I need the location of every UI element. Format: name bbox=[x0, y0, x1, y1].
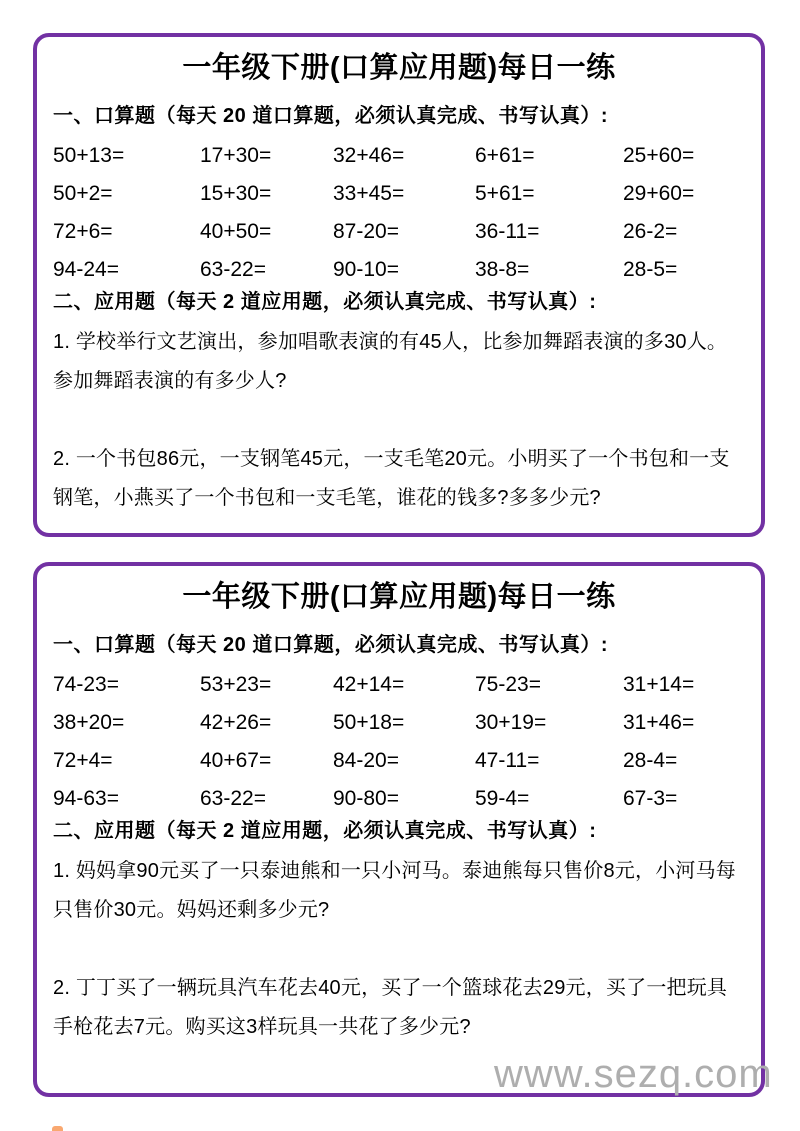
math-problem: 38+20= bbox=[53, 711, 125, 734]
math-problem: 72+4= bbox=[53, 749, 113, 772]
math-problem: 31+46= bbox=[623, 711, 695, 734]
math-problem: 59-4= bbox=[475, 787, 530, 810]
worksheet-title: 一年级下册(口算应用题)每日一练 bbox=[182, 52, 616, 84]
math-problem: 94-63= bbox=[53, 787, 119, 810]
oral-problems-heading: 一、口算题（每天 20 道口算题，必须认真完成、书写认真）: bbox=[53, 105, 609, 127]
math-problem: 90-10= bbox=[333, 258, 399, 281]
worksheet-title: 一年级下册(口算应用题)每日一练 bbox=[182, 581, 616, 613]
math-problem: 26-2= bbox=[623, 220, 678, 243]
oral-problems-grid bbox=[53, 666, 745, 818]
math-problem: 36-11= bbox=[475, 220, 540, 243]
word-problem: 2. 一个书包86元，一支钢笔45元，一支毛笔20元。小明买了一个书包和一支钢笔，小燕买了一个书包和一支毛笔，谁花的钱多?多多少元? bbox=[53, 448, 730, 509]
math-problem: 50+2= bbox=[53, 182, 113, 205]
math-problem: 47-11= bbox=[475, 749, 540, 772]
math-problem: 74-23= bbox=[53, 673, 119, 696]
word-problems-heading: 二、应用题（每天 2 道应用题，必须认真完成、书写认真）: bbox=[53, 291, 597, 313]
math-problem: 40+50= bbox=[200, 220, 272, 243]
word-problem: 1. 妈妈拿90元买了一只泰迪熊和一只小河马。泰迪熊每只售价8元，小河马每只售价30元。妈妈还剩多少元? bbox=[53, 860, 737, 921]
math-problem: 32+46= bbox=[333, 144, 405, 167]
math-problem: 87-20= bbox=[333, 220, 399, 243]
math-problem: 67-3= bbox=[623, 787, 678, 810]
math-problem: 40+67= bbox=[200, 749, 272, 772]
math-problem: 28-4= bbox=[623, 749, 678, 772]
math-problem: 30+19= bbox=[475, 711, 547, 734]
word-problems-list bbox=[53, 323, 745, 518]
math-problem: 63-22= bbox=[200, 258, 266, 281]
math-problem: 72+6= bbox=[53, 220, 113, 243]
math-problem: 25+60= bbox=[623, 144, 695, 167]
math-problem: 6+61= bbox=[475, 144, 535, 167]
orange-accent-mark bbox=[52, 1126, 63, 1131]
math-problem: 28-5= bbox=[623, 258, 678, 281]
math-problem: 38-8= bbox=[475, 258, 530, 281]
math-problem: 29+60= bbox=[623, 182, 695, 205]
math-problem: 84-20= bbox=[333, 749, 399, 772]
math-problem: 42+14= bbox=[333, 673, 405, 696]
math-problem: 17+30= bbox=[200, 144, 272, 167]
math-problem: 75-23= bbox=[475, 673, 541, 696]
oral-problems-grid bbox=[53, 137, 745, 289]
math-problem: 90-80= bbox=[333, 787, 399, 810]
math-problem: 63-22= bbox=[200, 787, 266, 810]
math-problem: 15+30= bbox=[200, 182, 272, 205]
worksheet-card-1 bbox=[33, 33, 765, 537]
watermark: www.sezq.com bbox=[494, 1052, 773, 1096]
math-problem: 50+18= bbox=[333, 711, 405, 734]
math-problem: 53+23= bbox=[200, 673, 272, 696]
math-problem: 42+26= bbox=[200, 711, 272, 734]
word-problems-list bbox=[53, 852, 745, 1047]
word-problem: 1. 学校举行文艺演出，参加唱歌表演的有45人，比参加舞蹈表演的多30人。参加舞蹈表演的有多少人? bbox=[53, 331, 728, 392]
word-problems-heading: 二、应用题（每天 2 道应用题，必须认真完成、书写认真）: bbox=[53, 820, 597, 842]
math-problem: 5+61= bbox=[475, 182, 535, 205]
math-problem: 31+14= bbox=[623, 673, 695, 696]
math-problem: 33+45= bbox=[333, 182, 405, 205]
worksheet-card-2 bbox=[33, 562, 765, 1097]
math-problem: 94-24= bbox=[53, 258, 119, 281]
oral-problems-heading: 一、口算题（每天 20 道口算题，必须认真完成、书写认真）: bbox=[53, 634, 609, 656]
math-problem: 50+13= bbox=[53, 144, 125, 167]
word-problem: 2. 丁丁买了一辆玩具汽车花去40元，买了一个篮球花去29元，买了一把玩具手枪花去7元。购买这3样玩具一共花了多少元? bbox=[53, 977, 728, 1038]
